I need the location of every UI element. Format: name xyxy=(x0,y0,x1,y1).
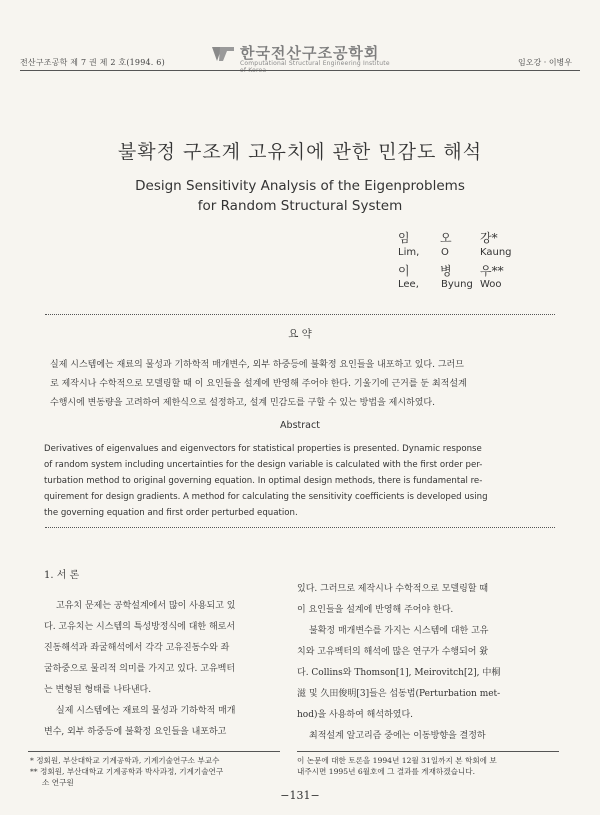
intro-left-line-4: 굴하중으로 물리적 의미를 가지고 있다. 고유벡터 xyxy=(44,664,236,674)
abstract-heading: Abstract xyxy=(280,420,320,431)
footnote-discussion-1: 이 논문에 대한 토론을 1994년 12월 31일까지 본 학회에 보 xyxy=(297,756,497,765)
society-name-korean: 한국전산구조공학회 xyxy=(240,44,380,62)
title-english-line-1: Design Sensitivity Analysis of the Eigenproblems xyxy=(135,178,465,194)
section-divider-bottom xyxy=(45,527,555,528)
intro-left-line-3: 진동해석과 좌굴해석에서 각각 고유진동수와 좌 xyxy=(44,643,230,653)
footnotes-affiliation xyxy=(30,755,285,788)
title-english-line-2: for Random Structural System xyxy=(197,198,403,214)
journal-info: 전산구조공학 제 7 권 제 2 호(1994. 6) xyxy=(20,58,165,67)
abstract-line-1: Derivatives of eigenvalues and eigenvectors for statistical properties is presented. Dynamic response xyxy=(44,444,482,454)
intro-left-line-6: 실제 시스템에는 재료의 물성과 기하학적 매개 xyxy=(56,706,236,716)
ksce-logo-icon xyxy=(210,44,236,64)
author-1-en-2: O xyxy=(441,247,449,258)
author-2-en-3: Woo xyxy=(480,279,502,290)
summary-line-2: 로 제작시나 수학적으로 모델링할 때 이 요인들을 설계에 반영해 주어야 한다. 기울기에 근거를 둔 최적설계 xyxy=(50,379,467,389)
title-korean: 불확정 구조계 고유치에 관한 민감도 해석 xyxy=(117,141,483,163)
title-english xyxy=(0,176,600,216)
abstract-line-4: quirement for design gradients. A method for calculating the sensitivity coefficients is developed using xyxy=(44,492,488,502)
intro-right-line-2: 이 요인들을 설계에 반영해 주어야 한다. xyxy=(297,605,454,615)
intro-right-line-1: 있다. 그러므로 제작시나 수학적으로 모델링할 때 xyxy=(297,584,489,594)
footnote-rule-left xyxy=(28,751,280,752)
header-rule xyxy=(20,70,580,71)
intro-left-line-2: 다. 고유치는 시스템의 특성방정식에 대한 해로서 xyxy=(44,622,236,632)
author-2-ko-3: 우** xyxy=(480,264,504,278)
society-logo xyxy=(210,42,395,74)
footnotes-discussion xyxy=(297,755,565,777)
society-name-english: Computational Structural Engineering Institute of Korea xyxy=(240,60,390,74)
intro-left-line-1: 고유치 문제는 공학설계에서 많이 사용되고 있 xyxy=(56,601,236,611)
page-number: −131− xyxy=(280,789,320,802)
author-2-en-2: Byung xyxy=(441,279,473,290)
intro-right-line-8: 최적설계 알고리즘 중에는 이동방향을 결정하 xyxy=(309,731,486,741)
intro-heading: 1. 서 론 xyxy=(44,570,80,581)
intro-right-line-6: 滋 및 久田俊明[3]들은 섭동법(Perturbation met- xyxy=(297,689,501,699)
running-authors: 임오강 · 이병우 xyxy=(518,58,572,67)
author-2-ko-1: 이 xyxy=(398,264,410,278)
footnote-1: * 정회원, 부산대학교 기계공학과, 기계기술연구소 부교수 xyxy=(30,756,220,765)
intro-right-line-4: 치와 고유벡터의 해석에 많은 연구가 수행되어 왔 xyxy=(297,647,489,657)
summary-line-3: 수행시에 변동량을 고려하여 제한식으로 설정하고, 설계 민감도를 구할 수 있는 방법을 제시하였다. xyxy=(50,398,435,408)
intro-right-line-7: hod)을 사용하여 해석하였다. xyxy=(297,710,414,720)
footnote-3: 소 연구원 xyxy=(42,778,74,787)
footnote-discussion-2: 내주시면 1995년 6월호에 그 결과를 게재하겠습니다. xyxy=(297,767,476,776)
author-2-ko-2: 병 xyxy=(440,264,452,278)
abstract-line-5: the governing equation and first order perturbed equation. xyxy=(44,508,298,518)
footnote-rule-right xyxy=(297,751,559,752)
intro-right-line-5: 다. Collins와 Thomson[1], Meirovitch[2], 中桐 xyxy=(297,668,501,678)
footnote-2: ** 정회원, 부산대학교 기계공학과 박사과정, 기계기술연구 xyxy=(30,767,224,776)
abstract-english xyxy=(44,441,556,521)
abstract-line-2: of random system including uncertainties for the design variable is calculated with the first order per- xyxy=(44,460,483,470)
author-1-en-1: Lim, xyxy=(398,247,420,258)
intro-left-line-5: 는 변형된 형태를 나타낸다. xyxy=(44,685,152,695)
summary-heading: 요 약 xyxy=(288,328,312,340)
intro-right-column xyxy=(297,579,559,747)
intro-left-line-7: 변수, 외부 하중등에 불확정 요인들을 내포하고 xyxy=(44,727,227,737)
author-1-ko-2: 오 xyxy=(440,231,452,245)
summary-line-1: 실제 시스템에는 재료의 물성과 기하학적 매개변수, 외부 하중등에 불확정 요인들을 내포하고 있다. 그러므 xyxy=(50,360,464,370)
author-1-en-3: Kaung xyxy=(480,247,512,258)
section-divider-top xyxy=(45,314,555,315)
author-1-ko-1: 임 xyxy=(398,231,410,245)
intro-left-column xyxy=(44,596,276,743)
summary-korean xyxy=(50,356,550,413)
intro-right-line-3: 불확정 매개변수를 가지는 시스템에 대한 고유 xyxy=(309,626,489,636)
abstract-line-3: turbation method to original governing equation. In optimal design methods, there is fundamental re- xyxy=(44,476,483,486)
author-1-ko-3: 강* xyxy=(480,231,498,245)
author-2-en-1: Lee, xyxy=(398,279,419,290)
